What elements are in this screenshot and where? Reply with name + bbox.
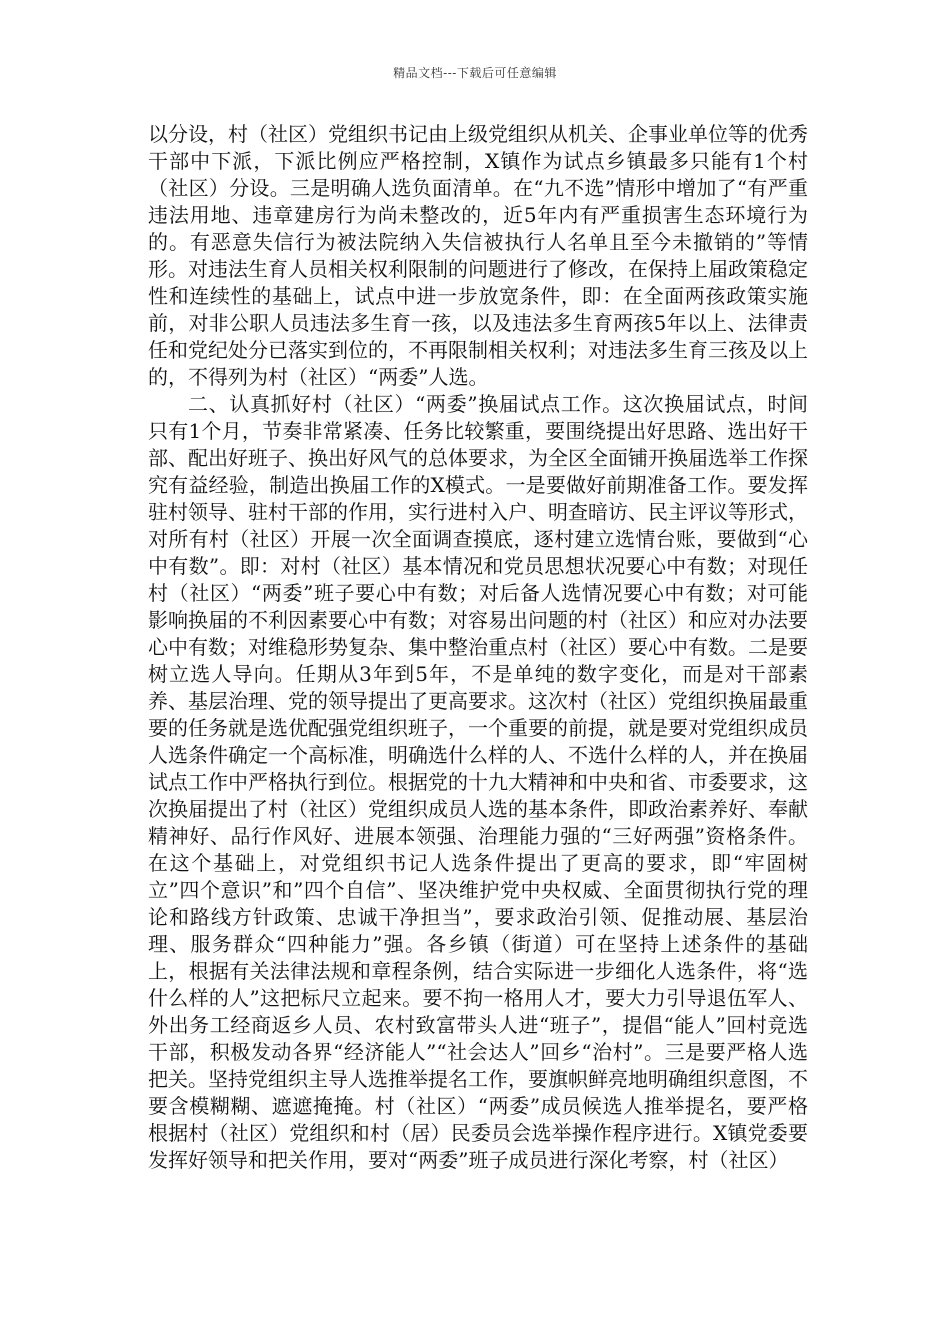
page-header-watermark: 精品文档---下载后可任意编辑 bbox=[393, 66, 557, 80]
paragraph-continuation: 以分设，村（社区）党组织书记由上级党组织从机关、企事业单位等的优秀干部中下派，下派比例应严格控制，X镇作为试点乡镇最多只能有1个村（社区）分设。三是明确人选负面清单。在“九不选”情形中增加了“有严重违法用地、违章建房行为尚未整改的，近5年内有严重损害生态环境行为的。有恶意失信行为被法院纳入失信被执行人名单且至今未撤销的”等情形。对违法生育人员相关权利限制的问题进行了修改，在保持上届政策稳定性和连续性的基础上，试点中进一步放宽条件，即：在全面两孩政策实施前，对非公职人员违法多生育一孩，以及违法多生育两孩5年以上、法律责任和党纪处分已落实到位的，不再限制相关权利；对违法多生育三孩及以上的，不得列为村（社区）“两委”人选。 bbox=[148, 122, 808, 389]
paragraph-section-two: 二、认真抓好村（社区）“两委”换届试点工作。这次换届试点，时间只有1个月，节奏非常紧凑、任务比较繁重，要围绕提出好思路、选出好干部、配出好班子、换出好风气的总体要求，为全区全面铺开换届选举工作探究有益经验，制造出换届工作的X模式。一是要做好前期准备工作。要发挥驻村领导、驻村干部的作用，实行进村入户、明查暗访、民主评议等形式，对所有村（社区）开展一次全面调查摸底，逐村建立选情台账，要做到“心中有数”。即：对村（社区）基本情况和党员思想状况要心中有数；对现任村（社区）“两委”班子要心中有数；对后备人选情况要心中有数；对可能影响换届的不利因素要心中有数；对容易出问题的村（社区）和应对办法要心中有数；对维稳形势复杂、集中整治重点村（社区）要心中有数。二是要树立选人导向。任期从3年到5年，不是单纯的数字变化，而是对干部素养、基层治理、党的领导提出了更高要求。这次村（社区）党组织换届最重要的任务就是选优配强党组织班子，一个重要的前提，就是要对党组织成员人选条件确定一个高标准，明确选什么样的人、不选什么样的人，并在换届试点工作中严格执行到位。根据党的十九大精神和中央和省、市委要求，这次换届提出了村（社区）党组织成员人选的基本条件，即政治素养好、奉献精神好、品行作风好、进展本领强、治理能力强的“三好两强”资格条件。在这个基础上，对党组织书记人选条件提出了更高的要求，即“牢固树立”四个意识”和”四个自信”、坚决维护党中央权威、全面贯彻执行党的理论和路线方针政策、忠诚干净担当”，要求政治引领、促推动展、基层治理、服务群众“四种能力”强。各乡镇（街道）可在坚持上述条件的基础上，根据有关法律法规和章程条例，结合实际进一步细化人选条件，将“选什么样的人”这把标尺立起来。要不拘一格用人才，要大力引导退伍军人、外出务工经商返乡人员、农村致富带头人进“班子”，提倡“能人”回村竞选干部，积极发动各界“经济能人”“社会达人”回乡“治村”。三是要严格人选把关。坚持党组织主导人选推举提名工作，要旗帜鲜亮地明确组织意图，不要含模糊糊、遮遮掩掩。村（社区）“两委”成员候选人推举提名，要严格根据村（社区）党组织和村（居）民委员会选举操作程序进行。X镇党委要发挥好领导和把关作用，要对“两委”班子成员进行深化考察，村（社区） bbox=[148, 392, 808, 1172]
document-body bbox=[148, 121, 808, 1174]
